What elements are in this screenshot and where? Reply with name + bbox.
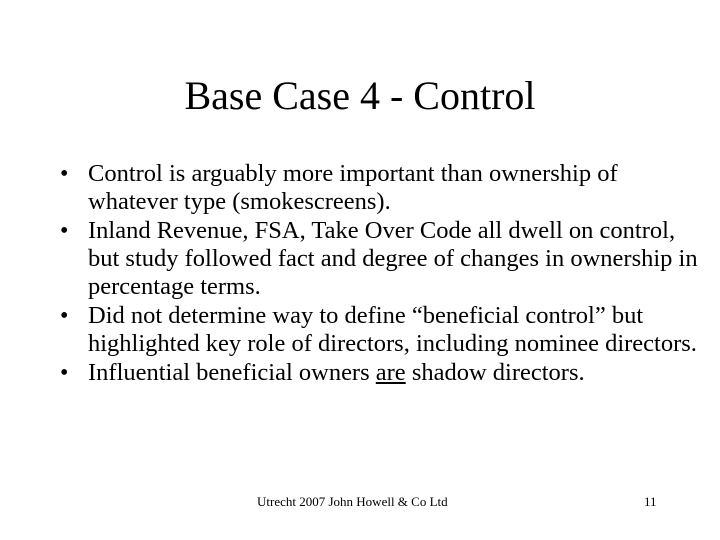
bullet-item	[60, 217, 700, 301]
bullet-icon: •	[60, 303, 69, 329]
bullet-item	[60, 160, 700, 216]
bullet-text-underlined: are	[375, 359, 406, 386]
bullet-icon: •	[60, 360, 69, 386]
bullet-text	[88, 359, 585, 386]
slide-title: Base Case 4 - Control	[184, 73, 536, 118]
bullet-item	[60, 302, 700, 358]
bullet-text: Did not determine way to define “beneficial control” but highlighted key role of directors, including nominee directors.	[88, 302, 697, 357]
page-number: 11	[644, 494, 657, 509]
bullet-icon: •	[60, 161, 69, 187]
bullet-item	[60, 359, 700, 387]
bullet-text: Control is arguably more important than ownership of whatever type (smokescreens).	[88, 160, 618, 215]
bullet-icon: •	[60, 218, 69, 244]
bullet-list	[60, 160, 700, 388]
footer-text: Utrecht 2007 John Howell & Co Ltd	[257, 494, 448, 509]
bullet-text-before: Influential beneficial owners	[88, 359, 376, 386]
bullet-text: Inland Revenue, FSA, Take Over Code all dwell on control, but study followed fact and degree of changes in ownership in percentage terms.	[88, 217, 698, 300]
bullet-text-after: shadow directors.	[405, 359, 585, 386]
